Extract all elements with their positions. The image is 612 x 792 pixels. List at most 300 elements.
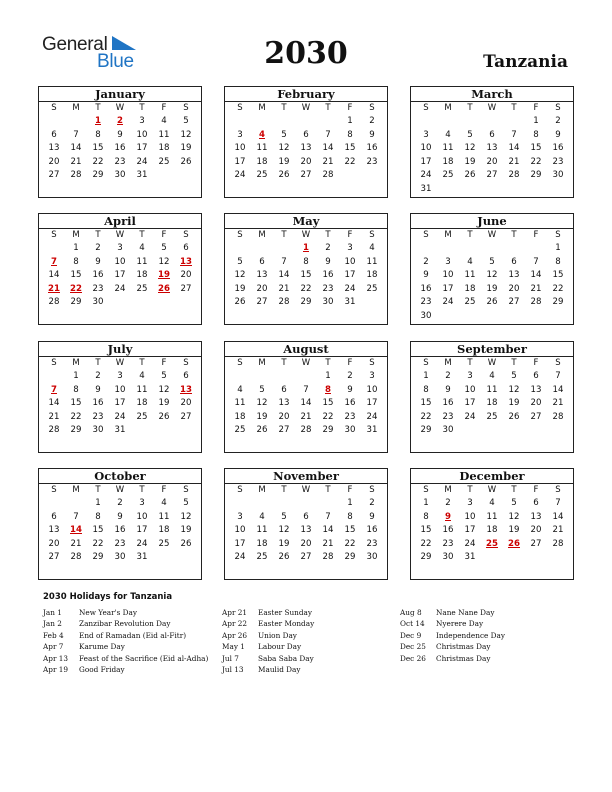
weekday-header: T xyxy=(467,485,473,495)
empty-day xyxy=(503,242,525,256)
weekday-header: S xyxy=(237,358,243,368)
day: 13 xyxy=(48,525,60,536)
day: 18 xyxy=(158,525,170,536)
day: 9 xyxy=(117,129,123,140)
day: 1 xyxy=(423,371,429,381)
day: 8 xyxy=(347,129,353,140)
weekday-header: M xyxy=(258,103,266,113)
day: 12 xyxy=(486,270,498,281)
weekday-header: F xyxy=(533,358,539,368)
day: 27 xyxy=(180,411,192,422)
day: 23 xyxy=(114,156,126,167)
weekday-header: F xyxy=(347,485,353,495)
calendar-year: 2030 xyxy=(264,36,348,71)
day-grid xyxy=(411,357,573,438)
day: 30 xyxy=(442,425,454,436)
day-grid xyxy=(39,229,201,310)
weekday-header: S xyxy=(423,103,429,113)
day: 23 xyxy=(420,297,432,308)
holiday-date: Aug 8 xyxy=(400,608,422,617)
holiday-day: 26 xyxy=(508,538,520,549)
weekday-header: W xyxy=(115,358,125,368)
day: 3 xyxy=(467,371,473,381)
weekday-header: T xyxy=(139,485,145,495)
day: 15 xyxy=(420,525,432,536)
holiday-row xyxy=(400,618,505,629)
weekday-header: F xyxy=(347,103,353,113)
day: 3 xyxy=(423,129,429,140)
day: 11 xyxy=(136,256,148,267)
day: 21 xyxy=(70,538,82,549)
day: 11 xyxy=(234,398,246,409)
day: 17 xyxy=(136,525,148,536)
day: 21 xyxy=(300,411,312,422)
holiday-list-title: 2030 Holidays for Tanzania xyxy=(43,592,173,602)
month-september xyxy=(410,341,574,453)
day: 23 xyxy=(322,283,334,294)
day: 6 xyxy=(51,511,57,522)
day: 5 xyxy=(161,371,167,381)
day: 10 xyxy=(114,256,126,267)
day: 8 xyxy=(533,129,539,140)
day: 28 xyxy=(70,552,82,563)
day: 9 xyxy=(95,384,101,395)
month-name: April xyxy=(39,214,201,229)
month-name: August xyxy=(225,342,387,357)
day: 23 xyxy=(344,411,356,422)
day: 9 xyxy=(369,129,375,140)
holiday-row xyxy=(222,618,314,629)
weekday-header: S xyxy=(555,358,561,368)
weekday-header: S xyxy=(51,358,57,368)
weekday-header: F xyxy=(161,358,167,368)
day: 26 xyxy=(486,297,498,308)
month-name: February xyxy=(225,87,387,102)
day: 3 xyxy=(139,498,145,508)
holiday-day: 7 xyxy=(51,384,57,395)
weekday-header: S xyxy=(369,103,375,113)
day: 26 xyxy=(180,538,192,549)
day: 11 xyxy=(158,129,170,140)
day: 15 xyxy=(70,398,82,409)
day: 1 xyxy=(533,116,539,126)
day: 23 xyxy=(92,411,104,422)
day: 4 xyxy=(139,371,145,381)
day: 5 xyxy=(237,256,243,267)
day: 17 xyxy=(114,270,126,281)
holiday-row xyxy=(43,630,208,641)
weekday-header: T xyxy=(325,485,331,495)
day: 15 xyxy=(552,270,564,281)
weekday-header: M xyxy=(444,230,452,240)
day: 10 xyxy=(366,384,378,395)
weekday-header: S xyxy=(423,230,429,240)
day: 25 xyxy=(136,283,148,294)
holiday-column xyxy=(400,607,505,664)
empty-day xyxy=(295,370,317,384)
empty-day xyxy=(481,242,503,256)
day: 2 xyxy=(117,498,123,508)
day: 8 xyxy=(423,511,429,522)
day: 12 xyxy=(464,143,476,154)
day: 9 xyxy=(555,129,561,140)
day: 29 xyxy=(92,552,104,563)
holiday-date: Oct 14 xyxy=(400,619,425,629)
day: 22 xyxy=(300,283,312,294)
day: 5 xyxy=(281,129,287,140)
day: 3 xyxy=(369,371,375,381)
day: 6 xyxy=(533,371,539,381)
holiday-date: Jan 2 xyxy=(43,619,62,629)
day: 26 xyxy=(256,425,268,436)
day: 26 xyxy=(278,170,290,181)
day: 11 xyxy=(136,384,148,395)
day: 7 xyxy=(325,129,331,140)
weekday-header: T xyxy=(467,230,473,240)
day: 11 xyxy=(442,143,454,154)
day: 21 xyxy=(530,283,542,294)
holiday-name: Zanzibar Revolution Day xyxy=(79,619,171,629)
day: 19 xyxy=(158,398,170,409)
weekday-header: W xyxy=(115,230,125,240)
day: 8 xyxy=(347,511,353,522)
day: 7 xyxy=(555,498,561,508)
day: 3 xyxy=(445,256,451,267)
day: 8 xyxy=(73,384,79,395)
day: 6 xyxy=(303,129,309,140)
day: 29 xyxy=(70,297,82,308)
day: 31 xyxy=(114,425,126,436)
weekday-header: S xyxy=(555,485,561,495)
day: 18 xyxy=(486,398,498,409)
day: 9 xyxy=(369,511,375,522)
day: 24 xyxy=(234,552,246,563)
day: 9 xyxy=(445,384,451,395)
holiday-day: 14 xyxy=(70,525,82,536)
day: 12 xyxy=(278,143,290,154)
day: 4 xyxy=(489,371,495,381)
empty-day xyxy=(317,497,339,511)
day: 13 xyxy=(256,270,268,281)
day: 6 xyxy=(259,256,265,267)
day-grid xyxy=(225,229,387,310)
day: 2 xyxy=(369,498,375,508)
month-name: November xyxy=(225,469,387,484)
day: 18 xyxy=(442,156,454,167)
day: 6 xyxy=(533,498,539,508)
holiday-date: Jul 7 xyxy=(222,653,239,663)
empty-day xyxy=(295,115,317,129)
day: 14 xyxy=(48,398,60,409)
day: 31 xyxy=(366,425,378,436)
day: 10 xyxy=(464,384,476,395)
day: 20 xyxy=(48,538,60,549)
month-august xyxy=(224,341,388,453)
day: 30 xyxy=(552,170,564,181)
day: 6 xyxy=(489,129,495,140)
day: 17 xyxy=(420,156,432,167)
day: 25 xyxy=(366,283,378,294)
month-name: December xyxy=(411,469,573,484)
empty-day xyxy=(251,242,273,256)
day: 24 xyxy=(464,538,476,549)
day: 25 xyxy=(486,411,498,422)
month-december xyxy=(410,468,574,580)
day: 18 xyxy=(464,283,476,294)
weekday-header: F xyxy=(533,230,539,240)
day: 30 xyxy=(92,297,104,308)
month-name: January xyxy=(39,87,201,102)
day: 10 xyxy=(420,143,432,154)
day: 1 xyxy=(347,116,353,126)
day: 31 xyxy=(344,297,356,308)
weekday-header: F xyxy=(161,230,167,240)
day: 16 xyxy=(322,270,334,281)
day: 16 xyxy=(114,525,126,536)
weekday-header: W xyxy=(301,103,311,113)
day: 22 xyxy=(530,156,542,167)
day: 3 xyxy=(467,498,473,508)
holiday-row xyxy=(43,618,208,629)
holiday-name: New Year's Day xyxy=(79,608,138,617)
weekday-header: T xyxy=(281,230,287,240)
day: 10 xyxy=(136,129,148,140)
empty-day xyxy=(273,242,295,256)
day: 16 xyxy=(442,525,454,536)
day: 28 xyxy=(552,411,564,422)
weekday-header: T xyxy=(95,485,101,495)
month-april xyxy=(38,213,202,325)
holiday-date: Apr 19 xyxy=(43,664,69,674)
empty-day xyxy=(481,115,503,129)
day: 12 xyxy=(256,398,268,409)
day: 7 xyxy=(303,384,309,395)
empty-day xyxy=(273,115,295,129)
weekday-header: F xyxy=(533,103,539,113)
day: 22 xyxy=(70,411,82,422)
day: 29 xyxy=(420,425,432,436)
holiday-date: Apr 21 xyxy=(222,608,248,617)
weekday-header: T xyxy=(95,358,101,368)
day: 1 xyxy=(555,243,561,253)
day: 20 xyxy=(300,538,312,549)
day: 30 xyxy=(420,310,432,321)
holiday-row xyxy=(400,641,505,652)
day: 20 xyxy=(530,525,542,536)
weekday-header: T xyxy=(511,230,517,240)
day: 18 xyxy=(158,143,170,154)
day: 29 xyxy=(92,170,104,181)
day: 20 xyxy=(530,398,542,409)
weekday-header: M xyxy=(72,230,80,240)
day: 13 xyxy=(48,143,60,154)
day: 29 xyxy=(70,425,82,436)
holiday-date: Jan 1 xyxy=(43,608,62,617)
day: 8 xyxy=(95,129,101,140)
day: 14 xyxy=(278,270,290,281)
holiday-day: 4 xyxy=(259,129,265,140)
day: 18 xyxy=(486,525,498,536)
day: 7 xyxy=(533,256,539,267)
day: 20 xyxy=(278,411,290,422)
empty-day xyxy=(273,497,295,511)
day: 16 xyxy=(552,143,564,154)
day: 19 xyxy=(278,538,290,549)
empty-day xyxy=(229,497,251,511)
day: 4 xyxy=(467,256,473,267)
day: 14 xyxy=(48,270,60,281)
holiday-row xyxy=(222,641,314,652)
day: 16 xyxy=(366,143,378,154)
holiday-name: Feast of the Sacrifice (Eid al-Adha) xyxy=(79,653,209,663)
weekday-header: T xyxy=(281,103,287,113)
month-february xyxy=(224,86,388,198)
holiday-day: 2 xyxy=(117,116,123,126)
empty-day xyxy=(43,497,65,511)
month-july xyxy=(38,341,202,453)
day: 14 xyxy=(530,270,542,281)
day: 8 xyxy=(303,256,309,267)
weekday-header: T xyxy=(325,230,331,240)
logo-word-blue: Blue xyxy=(97,51,134,72)
weekday-header: S xyxy=(51,230,57,240)
day: 18 xyxy=(256,156,268,167)
day: 22 xyxy=(420,411,432,422)
holiday-column xyxy=(222,607,314,675)
day: 22 xyxy=(92,156,104,167)
weekday-header: S xyxy=(555,103,561,113)
month-name: July xyxy=(39,342,201,357)
holiday-row xyxy=(222,630,314,641)
day: 30 xyxy=(114,552,126,563)
weekday-header: M xyxy=(258,230,266,240)
day: 28 xyxy=(70,170,82,181)
day: 27 xyxy=(48,170,60,181)
day: 1 xyxy=(95,498,101,508)
empty-day xyxy=(251,115,273,129)
day: 7 xyxy=(73,511,79,522)
day: 23 xyxy=(114,538,126,549)
day: 17 xyxy=(344,270,356,281)
day: 8 xyxy=(555,256,561,267)
day: 10 xyxy=(114,384,126,395)
holiday-row xyxy=(43,607,208,618)
day: 28 xyxy=(48,425,60,436)
holiday-day: 1 xyxy=(95,116,101,126)
holiday-date: Dec 9 xyxy=(400,630,422,640)
day: 27 xyxy=(180,283,192,294)
day: 27 xyxy=(530,538,542,549)
day: 6 xyxy=(51,129,57,140)
day: 31 xyxy=(464,552,476,563)
day: 6 xyxy=(281,384,287,395)
empty-day xyxy=(251,370,273,384)
day: 17 xyxy=(464,398,476,409)
weekday-header: S xyxy=(369,230,375,240)
day: 25 xyxy=(464,297,476,308)
month-march xyxy=(410,86,574,198)
day: 19 xyxy=(508,398,520,409)
day: 3 xyxy=(117,243,123,253)
day: 3 xyxy=(237,511,243,522)
day: 12 xyxy=(180,511,192,522)
day: 27 xyxy=(530,411,542,422)
day: 4 xyxy=(161,498,167,508)
holiday-row xyxy=(400,653,505,664)
day-grid xyxy=(225,102,387,183)
day: 6 xyxy=(183,371,189,381)
day: 15 xyxy=(344,143,356,154)
day: 8 xyxy=(73,256,79,267)
day: 13 xyxy=(486,143,498,154)
day: 9 xyxy=(95,256,101,267)
empty-day xyxy=(295,497,317,511)
weekday-header: S xyxy=(237,230,243,240)
day: 5 xyxy=(161,243,167,253)
day: 16 xyxy=(92,270,104,281)
day: 2 xyxy=(445,371,451,381)
day: 29 xyxy=(530,170,542,181)
holiday-day: 26 xyxy=(158,283,170,294)
holiday-day: 13 xyxy=(180,256,192,267)
month-name: March xyxy=(411,87,573,102)
day: 23 xyxy=(366,538,378,549)
weekday-header: W xyxy=(487,358,497,368)
day: 11 xyxy=(256,143,268,154)
day: 7 xyxy=(511,129,517,140)
weekday-header: M xyxy=(72,103,80,113)
day: 14 xyxy=(552,384,564,395)
day: 22 xyxy=(552,283,564,294)
weekday-header: F xyxy=(347,230,353,240)
day: 5 xyxy=(259,384,265,395)
empty-day xyxy=(43,370,65,384)
day: 18 xyxy=(256,538,268,549)
day: 2 xyxy=(95,371,101,381)
holiday-row xyxy=(43,653,208,664)
day: 12 xyxy=(158,384,170,395)
day: 6 xyxy=(511,256,517,267)
month-november xyxy=(224,468,388,580)
day: 28 xyxy=(508,170,520,181)
empty-day xyxy=(65,115,87,129)
empty-day xyxy=(229,242,251,256)
day: 15 xyxy=(70,270,82,281)
day: 27 xyxy=(508,297,520,308)
month-name: June xyxy=(411,214,573,229)
day: 12 xyxy=(158,256,170,267)
holiday-row xyxy=(222,607,314,618)
day: 10 xyxy=(234,143,246,154)
day: 28 xyxy=(322,552,334,563)
holiday-name: Nane Nane Day xyxy=(436,608,495,617)
day: 1 xyxy=(73,243,79,253)
holiday-row xyxy=(400,630,505,641)
day-grid xyxy=(39,357,201,438)
month-june xyxy=(410,213,574,325)
holiday-name: End of Ramadan (Eid al-Fitr) xyxy=(79,630,187,640)
day: 19 xyxy=(234,283,246,294)
day: 9 xyxy=(347,384,353,395)
day: 24 xyxy=(420,170,432,181)
day: 15 xyxy=(92,525,104,536)
day: 15 xyxy=(344,525,356,536)
day: 26 xyxy=(234,297,246,308)
empty-day xyxy=(229,370,251,384)
day: 18 xyxy=(136,398,148,409)
weekday-header: T xyxy=(139,358,145,368)
day: 13 xyxy=(300,143,312,154)
